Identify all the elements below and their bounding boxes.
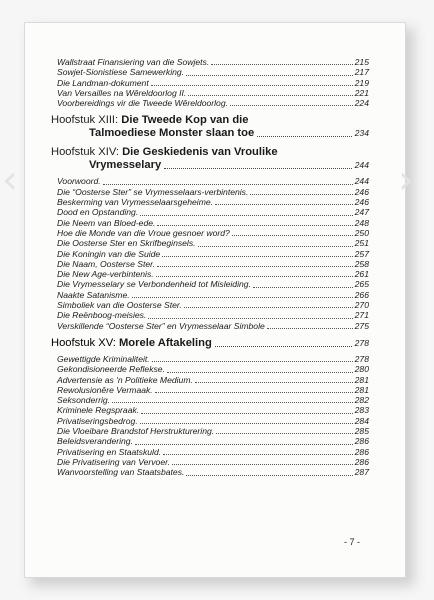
toc-entry-page: 250 (354, 227, 369, 238)
toc-entry-title: Die Vrymesselary se Verbondenheid tot Misleiding. (57, 279, 251, 290)
toc-entry-title: Privatisering en Staatskuld. (57, 446, 162, 457)
toc-entry[interactable] (57, 259, 369, 269)
toc-entry-page: 246 (354, 186, 369, 197)
toc-entry-title: Gekondisioneerde Reflekse. (57, 364, 165, 375)
toc-entry[interactable] (57, 197, 369, 207)
dot-leader (148, 318, 352, 319)
toc-entry[interactable] (57, 364, 369, 374)
toc-entry-page: 265 (354, 279, 369, 290)
toc-entry-page: 286 (354, 456, 369, 467)
toc-entry-page: 224 (354, 98, 369, 109)
toc-entry-page: 251 (354, 238, 369, 249)
toc-entry-page: 286 (354, 446, 369, 457)
toc-entry[interactable] (57, 207, 369, 217)
toc-entry[interactable] (57, 457, 369, 467)
toc-entry[interactable] (57, 238, 369, 248)
dot-leader (156, 276, 353, 277)
chapter-page: 244 (354, 160, 369, 171)
toc-entry-page: 287 (354, 467, 369, 478)
dot-leader (230, 105, 353, 106)
dot-leader (132, 297, 353, 298)
toc-entry[interactable] (57, 385, 369, 395)
toc-entry-title: Voorbereidings vir die Tweede Wêreldoorlog. (57, 98, 229, 109)
toc-entry-page: 248 (354, 217, 369, 228)
toc-entry[interactable] (57, 269, 369, 279)
chapter-title: Die Geskiedenis van Vroulike (122, 146, 278, 159)
dot-leader (157, 266, 353, 267)
toc-entry-title: Die Naam, Oosterse Ster. (57, 258, 156, 269)
toc-entry-title: Gewettigde Kriminaliteit. (57, 353, 150, 364)
dot-leader (216, 433, 353, 434)
toc-entry[interactable] (57, 426, 369, 436)
dot-leader (250, 194, 352, 195)
dot-leader (253, 287, 353, 288)
dot-leader (172, 464, 353, 465)
toc-entry-title: Die Oosterse Ster en Skrifbeginsels. (57, 238, 196, 249)
toc-entry-page: 271 (354, 310, 369, 321)
toc-entry-title: Die Neem van Bloed-ede. (57, 217, 156, 228)
toc-entry-page: 244 (354, 176, 369, 187)
toc-entry-page: 284 (354, 415, 369, 426)
toc-entry-title: Die Reënboog-meisies. (57, 310, 147, 321)
toc-entry[interactable] (57, 416, 369, 426)
toc-entry-title: Wanvoorstelling van Staatsbates. (57, 467, 185, 478)
toc-entry[interactable] (57, 187, 369, 197)
chapter-label: Hoofstuk XIV: (51, 146, 119, 159)
toc-entry-title: Die Vloeibare Brandstof Herstrukturering. (57, 426, 215, 437)
toc-entry-page: 281 (354, 384, 369, 395)
chapter-page: 278 (354, 337, 369, 348)
chapter-title-continued: Talmoediese Monster slaan toe (89, 127, 255, 140)
dot-leader (103, 184, 353, 185)
toc-entry-page: 266 (354, 289, 369, 300)
toc-entry-page: 247 (354, 207, 369, 218)
toc-entry-page: 283 (354, 405, 369, 416)
chapter-heading[interactable] (51, 114, 369, 140)
dot-leader (195, 382, 353, 383)
dot-leader (164, 168, 351, 169)
toc-entry-page: 280 (354, 364, 369, 375)
toc-entry-title: Die “Oosterse Ster” se Vrymesselaars-verbintenis. (57, 186, 249, 197)
toc-entry-title: Beleidsverandering. (57, 436, 133, 447)
toc-entry-page: 261 (354, 269, 369, 280)
toc-entry-title: Sowjet-Sionistiese Samewerking. (57, 67, 185, 78)
toc-entry-page: 270 (354, 300, 369, 311)
page-number: - 7 - (344, 537, 361, 547)
chapter-heading[interactable] (51, 337, 369, 350)
toc-entry-title: Hoe die Monde van die Vroue gesnoer word? (57, 227, 230, 238)
toc-entry[interactable] (57, 447, 369, 457)
toc-entry-page: 219 (354, 77, 369, 88)
dot-leader (135, 444, 353, 445)
dot-leader (257, 136, 351, 137)
toc-entry[interactable] (57, 218, 369, 228)
toc-entry-title: Kriminele Regspraak. (57, 405, 140, 416)
toc-entry-title: Beskerming van Vrymesselaarsgeheime. (57, 197, 214, 208)
chapters (51, 114, 369, 478)
toc-entry-page: 258 (354, 258, 369, 269)
toc-entry[interactable] (57, 436, 369, 446)
pre-entries (57, 57, 369, 108)
toc-entry-title: Van Versailles na Wêreldoorlog II. (57, 87, 187, 98)
toc-entry[interactable] (57, 67, 369, 77)
toc-entry-title: Verskillende “Oosterse Ster” en Vrymesselaar Simbole (57, 320, 265, 331)
toc-entry-page: 286 (354, 436, 369, 447)
toc-entry-page: 282 (354, 395, 369, 406)
chapter-title-continued: Vrymesselary (89, 159, 162, 172)
dot-leader (215, 346, 352, 347)
toc-entry-page: 257 (354, 248, 369, 259)
toc-entry-page: 246 (354, 197, 369, 208)
toc-entry-title: Die Privatisering van Vervoer. (57, 456, 171, 467)
toc-entry-page: 281 (354, 374, 369, 385)
toc-entry-page: 275 (354, 320, 369, 331)
chapter-label: Hoofstuk XV: (51, 336, 116, 349)
dot-leader (198, 246, 353, 247)
toc-entry[interactable] (57, 467, 369, 477)
toc-entry[interactable] (57, 228, 369, 238)
toc-entry-page: 278 (354, 353, 369, 364)
dot-leader (232, 235, 353, 236)
table-of-contents (51, 57, 369, 478)
toc-entry-title: Rewolusionêre Vermaak. (57, 384, 153, 395)
chapter-page: 234 (354, 128, 369, 139)
chapter-title: Morele Aftakeling (118, 336, 212, 349)
dot-leader (155, 392, 353, 393)
dot-leader (167, 372, 353, 373)
toc-entry[interactable] (57, 88, 369, 98)
toc-entry[interactable] (57, 354, 369, 364)
dot-leader (215, 204, 353, 205)
toc-entry[interactable] (57, 405, 369, 415)
dot-leader (267, 328, 353, 329)
toc-entry[interactable] (57, 279, 369, 289)
toc-entry[interactable] (57, 310, 369, 320)
dot-leader (188, 95, 352, 96)
toc-entry-title: Die Koningin van die Suide (57, 248, 161, 259)
chevron-left-icon[interactable]: ‹ (2, 157, 18, 203)
dot-leader (140, 215, 352, 216)
toc-entry[interactable] (57, 57, 369, 67)
toc-entry[interactable] (57, 98, 369, 108)
toc-entry[interactable] (57, 78, 369, 88)
toc-entry-title: Wallstraat Finansiering van die Sowjets. (57, 57, 210, 67)
toc-entry[interactable] (57, 321, 369, 331)
toc-entry-title: Die New Age-verbintenis. (57, 269, 154, 280)
chapter-label: Hoofstuk XIII: (51, 114, 119, 127)
toc-entry-title: Dood en Opstanding. (57, 207, 139, 218)
toc-entry-title: Die Landman-dokument (57, 77, 149, 88)
dot-leader (157, 225, 352, 226)
toc-entry[interactable] (57, 300, 369, 310)
toc-entry-title: Naakte Satanisme. (57, 289, 130, 300)
chapter-heading[interactable] (51, 146, 369, 172)
toc-entry-page: 215 (354, 57, 369, 67)
dot-leader (184, 307, 353, 308)
dot-leader (186, 475, 352, 476)
toc-entry-page: 217 (354, 67, 369, 78)
toc-entry-title: Simboliek van die Oosterse Ster. (57, 300, 182, 311)
dot-leader (112, 402, 353, 403)
toc-entry-title: Advertensie as 'n Politieke Medium. (57, 374, 193, 385)
toc-entry[interactable] (57, 290, 369, 300)
toc-entry-title: Seksonderrig. (57, 395, 111, 406)
toc-entry-title: Voorwoord. (57, 176, 101, 187)
dot-leader (186, 75, 353, 76)
dot-leader (151, 85, 353, 86)
toc-entry-page: 285 (354, 426, 369, 437)
dot-leader (140, 423, 353, 424)
chapter-title: Die Tweede Kop van die (121, 114, 249, 127)
dot-leader (141, 413, 353, 414)
dot-leader (163, 454, 353, 455)
toc-entry-page: 221 (354, 87, 369, 98)
chevron-right-icon[interactable]: › (398, 157, 414, 203)
toc-entry[interactable] (57, 375, 369, 385)
dot-leader (211, 64, 352, 65)
toc-entry[interactable] (57, 249, 369, 259)
dot-leader (152, 361, 353, 362)
toc-entry-title: Privatiseringsbedrog. (57, 415, 138, 426)
toc-entry[interactable] (57, 395, 369, 405)
toc-entry[interactable] (57, 176, 369, 186)
dot-leader (162, 256, 352, 257)
